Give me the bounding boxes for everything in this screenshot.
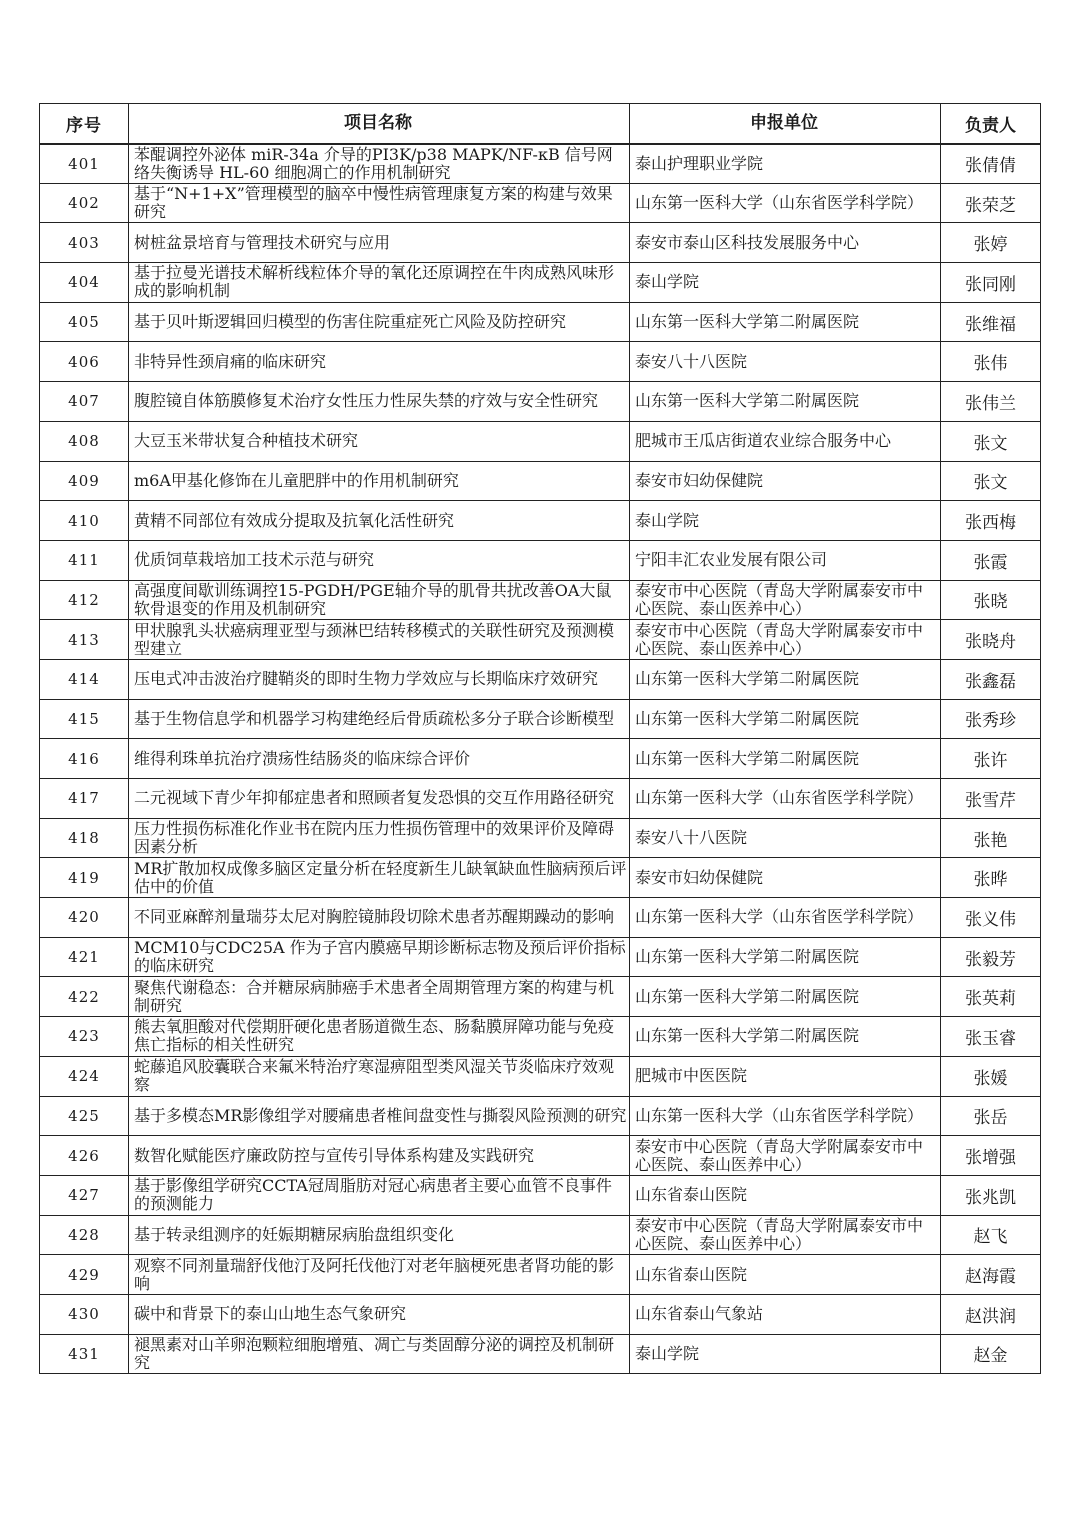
project-name: 非特异性颈肩痛的临床研究 bbox=[134, 352, 327, 371]
project-name: 基于拉曼光谱技术解析线粒体介导的氧化还原调控在牛肉成熟风味形成的影响机制 bbox=[134, 264, 615, 301]
table-row bbox=[40, 540, 1041, 580]
row-number: 429 bbox=[40, 1255, 129, 1295]
header-leader: 负责人 bbox=[941, 104, 1041, 144]
applicant-unit: 山东第一医科大学（山东省医学科学院） bbox=[635, 194, 924, 213]
table-row bbox=[40, 421, 1041, 461]
applicant-unit-cell bbox=[630, 1056, 941, 1096]
project-name: 聚焦代谢稳态：合并糖尿病肺癌手术患者全周期管理方案的构建与机制研究 bbox=[134, 978, 615, 1015]
project-name-cell bbox=[129, 818, 630, 858]
project-leader: 张西梅 bbox=[941, 501, 1041, 541]
table-row bbox=[40, 1096, 1041, 1136]
row-number: 427 bbox=[40, 1175, 129, 1215]
applicant-unit-cell bbox=[630, 1255, 941, 1295]
applicant-unit: 泰安市中心医院（青岛大学附属泰安市中心医院、泰山医养中心） bbox=[635, 621, 924, 658]
project-name-cell bbox=[129, 779, 630, 819]
project-name-cell bbox=[129, 342, 630, 382]
table-row bbox=[40, 144, 1041, 184]
project-leader: 张媛 bbox=[941, 1056, 1041, 1096]
project-name: 压力性损伤标准化作业书在院内压力性损伤管理中的效果评价及障碍因素分析 bbox=[134, 820, 615, 857]
applicant-unit-cell bbox=[630, 1096, 941, 1136]
project-leader: 张艳 bbox=[941, 818, 1041, 858]
project-name: 蛇藤追风胶囊联合来氟米特治疗寒湿痹阻型类风湿关节炎临床疗效观察 bbox=[134, 1058, 615, 1095]
applicant-unit: 宁阳丰汇农业发展有限公司 bbox=[635, 551, 828, 570]
project-name-cell bbox=[129, 421, 630, 461]
project-name: 褪黑素对山羊卵泡颗粒细胞增殖、凋亡与类固醇分泌的调控及机制研究 bbox=[134, 1335, 615, 1372]
applicant-unit: 泰安市中心医院（青岛大学附属泰安市中心医院、泰山医养中心） bbox=[635, 1137, 924, 1174]
table-row bbox=[40, 1136, 1041, 1176]
row-number: 413 bbox=[40, 620, 129, 660]
row-number: 408 bbox=[40, 421, 129, 461]
row-number: 414 bbox=[40, 659, 129, 699]
project-name: 基于影像组学研究CCTA冠周脂肪对冠心病患者主要心血管不良事件的预测能力 bbox=[134, 1177, 612, 1214]
applicant-unit-cell bbox=[630, 858, 941, 898]
applicant-unit-cell bbox=[630, 501, 941, 541]
project-name: 基于多模态MR影像组学对腰痛患者椎间盘变性与撕裂风险预测的研究 bbox=[134, 1106, 627, 1125]
project-name-cell bbox=[129, 223, 630, 263]
project-name: 甲状腺乳头状癌病理亚型与颈淋巴结转移模式的关联性研究及预测模型建立 bbox=[134, 621, 615, 658]
applicant-unit: 山东第一医科大学第二附属医院 bbox=[635, 948, 860, 967]
project-leader: 张许 bbox=[941, 739, 1041, 779]
applicant-unit: 山东第一医科大学第二附属医院 bbox=[635, 313, 860, 332]
row-number: 410 bbox=[40, 501, 129, 541]
row-number: 420 bbox=[40, 898, 129, 938]
table-row bbox=[40, 223, 1041, 263]
table-row bbox=[40, 580, 1041, 620]
project-leader: 张英莉 bbox=[941, 977, 1041, 1017]
project-name: MR扩散加权成像多脑区定量分析在轻度新生儿缺氧缺血性脑病预后评估中的价值 bbox=[134, 859, 627, 896]
table-row bbox=[40, 382, 1041, 422]
project-leader: 张荣芝 bbox=[941, 183, 1041, 223]
applicant-unit-cell bbox=[630, 580, 941, 620]
project-name: 树桩盆景培育与管理技术研究与应用 bbox=[134, 233, 391, 252]
applicant-unit: 山东省泰山气象站 bbox=[635, 1305, 764, 1324]
table-row bbox=[40, 898, 1041, 938]
table-row bbox=[40, 739, 1041, 779]
applicant-unit: 泰安八十八医院 bbox=[635, 829, 748, 848]
project-name: 黄精不同部位有效成分提取及抗氧化活性研究 bbox=[134, 511, 455, 530]
project-name: 高强度间歇训练调控15-PGDH/PGE轴介导的肌骨共扰改善OA大鼠软骨退变的作用及机制研究 bbox=[134, 581, 612, 618]
table-row bbox=[40, 858, 1041, 898]
applicant-unit: 泰安市妇幼保健院 bbox=[635, 471, 764, 490]
applicant-unit: 泰山学院 bbox=[635, 1344, 700, 1363]
applicant-unit-cell bbox=[630, 1334, 941, 1374]
project-leader: 赵洪润 bbox=[941, 1294, 1041, 1334]
row-number: 426 bbox=[40, 1136, 129, 1176]
project-leader: 张秀珍 bbox=[941, 699, 1041, 739]
row-number: 425 bbox=[40, 1096, 129, 1136]
project-name-cell bbox=[129, 1334, 630, 1374]
project-leader: 张霞 bbox=[941, 540, 1041, 580]
row-number: 405 bbox=[40, 302, 129, 342]
project-leader: 张伟兰 bbox=[941, 382, 1041, 422]
project-name-cell bbox=[129, 144, 630, 184]
project-name-cell bbox=[129, 620, 630, 660]
project-name: 大豆玉米带状复合种植技术研究 bbox=[134, 432, 359, 451]
project-leader: 张岳 bbox=[941, 1096, 1041, 1136]
row-number: 419 bbox=[40, 858, 129, 898]
row-number: 424 bbox=[40, 1056, 129, 1096]
applicant-unit: 山东第一医科大学第二附属医院 bbox=[635, 1027, 860, 1046]
project-name-cell bbox=[129, 1294, 630, 1334]
applicant-unit-cell bbox=[630, 699, 941, 739]
project-name-cell bbox=[129, 1017, 630, 1057]
project-name: MCM10与CDC25A 作为子宫内膜癌早期诊断标志物及预后评价指标的临床研究 bbox=[134, 939, 626, 976]
applicant-unit-cell bbox=[630, 263, 941, 303]
applicant-unit: 山东第一医科大学第二附属医院 bbox=[635, 749, 860, 768]
table-row bbox=[40, 620, 1041, 660]
applicant-unit: 山东第一医科大学第二附属医院 bbox=[635, 987, 860, 1006]
applicant-unit: 肥城市王瓜店街道农业综合服务中心 bbox=[635, 432, 892, 451]
applicant-unit-cell bbox=[630, 540, 941, 580]
project-leader: 张婷 bbox=[941, 223, 1041, 263]
table-row bbox=[40, 302, 1041, 342]
applicant-unit: 泰安市中心医院（青岛大学附属泰安市中心医院、泰山医养中心） bbox=[635, 581, 924, 618]
row-number: 403 bbox=[40, 223, 129, 263]
project-name: 苯醌调控外泌体 miR-34a 介导的PI3K/p38 MAPK/NF-κB 信号网络失衡诱导 HL-60 细胞凋亡的作用机制研究 bbox=[134, 145, 613, 182]
table-row bbox=[40, 937, 1041, 977]
table-row bbox=[40, 461, 1041, 501]
header-no: 序号 bbox=[40, 104, 129, 144]
row-number: 423 bbox=[40, 1017, 129, 1057]
project-name-cell bbox=[129, 937, 630, 977]
applicant-unit-cell bbox=[630, 779, 941, 819]
project-name-cell bbox=[129, 1215, 630, 1255]
project-leader: 张晓 bbox=[941, 580, 1041, 620]
project-name-cell bbox=[129, 898, 630, 938]
applicant-unit: 泰山学院 bbox=[635, 511, 700, 530]
applicant-unit-cell bbox=[630, 1215, 941, 1255]
applicant-unit: 泰山学院 bbox=[635, 273, 700, 292]
project-leader: 张玉睿 bbox=[941, 1017, 1041, 1057]
project-name: 腹腔镜自体筋膜修复术治疗女性压力性尿失禁的疗效与安全性研究 bbox=[134, 392, 599, 411]
applicant-unit: 泰安市泰山区科技发展服务中心 bbox=[635, 233, 860, 252]
project-name-cell bbox=[129, 540, 630, 580]
applicant-unit: 山东省泰山医院 bbox=[635, 1186, 748, 1205]
row-number: 404 bbox=[40, 263, 129, 303]
project-name: 维得利珠单抗治疗溃疡性结肠炎的临床综合评价 bbox=[134, 749, 471, 768]
table-body bbox=[40, 144, 1041, 1374]
table-row bbox=[40, 1255, 1041, 1295]
table-header-row bbox=[40, 104, 1041, 144]
row-number: 406 bbox=[40, 342, 129, 382]
applicant-unit-cell bbox=[630, 1294, 941, 1334]
project-leader: 张倩倩 bbox=[941, 144, 1041, 184]
project-name-cell bbox=[129, 183, 630, 223]
table-row bbox=[40, 818, 1041, 858]
project-leader: 张伟 bbox=[941, 342, 1041, 382]
applicant-unit: 山东第一医科大学（山东省医学科学院） bbox=[635, 908, 924, 927]
table-row bbox=[40, 699, 1041, 739]
project-name-cell bbox=[129, 501, 630, 541]
project-name-cell bbox=[129, 263, 630, 303]
project-name: 基于生物信息学和机器学习构建绝经后骨质疏松多分子联合诊断模型 bbox=[134, 709, 615, 728]
project-name-cell bbox=[129, 858, 630, 898]
row-number: 430 bbox=[40, 1294, 129, 1334]
applicant-unit-cell bbox=[630, 1017, 941, 1057]
applicant-unit-cell bbox=[630, 183, 941, 223]
row-number: 412 bbox=[40, 580, 129, 620]
row-number: 411 bbox=[40, 540, 129, 580]
applicant-unit: 泰安八十八医院 bbox=[635, 352, 748, 371]
project-leader: 张晔 bbox=[941, 858, 1041, 898]
project-leader: 张鑫磊 bbox=[941, 659, 1041, 699]
row-number: 417 bbox=[40, 779, 129, 819]
project-leader: 张文 bbox=[941, 421, 1041, 461]
project-name-cell bbox=[129, 1136, 630, 1176]
applicant-unit-cell bbox=[630, 421, 941, 461]
applicant-unit-cell bbox=[630, 937, 941, 977]
table-row bbox=[40, 977, 1041, 1017]
project-name-cell bbox=[129, 1096, 630, 1136]
row-number: 431 bbox=[40, 1334, 129, 1374]
applicant-unit-cell bbox=[630, 1136, 941, 1176]
table-row bbox=[40, 501, 1041, 541]
project-name: 数智化赋能医疗廉政防控与宣传引导体系构建及实践研究 bbox=[134, 1146, 535, 1165]
project-leader: 赵海霞 bbox=[941, 1255, 1041, 1295]
applicant-unit-cell bbox=[630, 223, 941, 263]
header-project-name: 项目名称 bbox=[129, 104, 630, 144]
project-table bbox=[39, 103, 1041, 1374]
applicant-unit-cell bbox=[630, 342, 941, 382]
project-leader: 张增强 bbox=[941, 1136, 1041, 1176]
applicant-unit: 肥城市中医医院 bbox=[635, 1067, 748, 1086]
project-leader: 张晓舟 bbox=[941, 620, 1041, 660]
applicant-unit-cell bbox=[630, 659, 941, 699]
row-number: 428 bbox=[40, 1215, 129, 1255]
applicant-unit-cell bbox=[630, 144, 941, 184]
project-name: 基于贝叶斯逻辑回归模型的伤害住院重症死亡风险及防控研究 bbox=[134, 313, 567, 332]
row-number: 401 bbox=[40, 144, 129, 184]
applicant-unit-cell bbox=[630, 898, 941, 938]
row-number: 422 bbox=[40, 977, 129, 1017]
project-name-cell bbox=[129, 382, 630, 422]
applicant-unit-cell bbox=[630, 620, 941, 660]
table-row bbox=[40, 1056, 1041, 1096]
project-name-cell bbox=[129, 580, 630, 620]
table-row bbox=[40, 779, 1041, 819]
applicant-unit: 山东第一医科大学第二附属医院 bbox=[635, 392, 860, 411]
project-leader: 张文 bbox=[941, 461, 1041, 501]
row-number: 415 bbox=[40, 699, 129, 739]
project-name-cell bbox=[129, 699, 630, 739]
project-name: 优质饲草栽培加工技术示范与研究 bbox=[134, 551, 375, 570]
table-row bbox=[40, 1017, 1041, 1057]
project-name: 碳中和背景下的泰山山地生态气象研究 bbox=[134, 1305, 407, 1324]
row-number: 409 bbox=[40, 461, 129, 501]
row-number: 421 bbox=[40, 937, 129, 977]
project-name-cell bbox=[129, 1255, 630, 1295]
project-name: 基于“N+1+X”管理模型的脑卒中慢性病管理康复方案的构建与效果研究 bbox=[134, 185, 613, 222]
applicant-unit-cell bbox=[630, 1175, 941, 1215]
project-leader: 张维福 bbox=[941, 302, 1041, 342]
row-number: 407 bbox=[40, 382, 129, 422]
table-row bbox=[40, 1215, 1041, 1255]
project-leader: 赵金 bbox=[941, 1334, 1041, 1374]
applicant-unit: 山东第一医科大学第二附属医院 bbox=[635, 709, 860, 728]
project-leader: 张兆凯 bbox=[941, 1175, 1041, 1215]
applicant-unit: 山东省泰山医院 bbox=[635, 1265, 748, 1284]
row-number: 402 bbox=[40, 183, 129, 223]
row-number: 418 bbox=[40, 818, 129, 858]
project-leader: 赵飞 bbox=[941, 1215, 1041, 1255]
project-name-cell bbox=[129, 1056, 630, 1096]
table-row bbox=[40, 183, 1041, 223]
table-row bbox=[40, 263, 1041, 303]
applicant-unit: 泰安市妇幼保健院 bbox=[635, 868, 764, 887]
project-leader: 张毅芳 bbox=[941, 937, 1041, 977]
project-name: 观察不同剂量瑞舒伐他汀及阿托伐他汀对老年脑梗死患者肾功能的影响 bbox=[134, 1256, 615, 1293]
row-number: 416 bbox=[40, 739, 129, 779]
table-row bbox=[40, 342, 1041, 382]
project-leader: 张同刚 bbox=[941, 263, 1041, 303]
project-name-cell bbox=[129, 1175, 630, 1215]
applicant-unit: 泰安市中心医院（青岛大学附属泰安市中心医院、泰山医养中心） bbox=[635, 1216, 924, 1253]
project-name: 基于转录组测序的妊娠期糖尿病胎盘组织变化 bbox=[134, 1225, 455, 1244]
project-name-cell bbox=[129, 739, 630, 779]
header-unit: 申报单位 bbox=[630, 104, 941, 144]
table-row bbox=[40, 1334, 1041, 1374]
applicant-unit-cell bbox=[630, 739, 941, 779]
project-name-cell bbox=[129, 302, 630, 342]
applicant-unit-cell bbox=[630, 382, 941, 422]
project-name-cell bbox=[129, 977, 630, 1017]
applicant-unit: 泰山护理职业学院 bbox=[635, 154, 764, 173]
applicant-unit: 山东第一医科大学（山东省医学科学院） bbox=[635, 1106, 924, 1125]
project-name-cell bbox=[129, 659, 630, 699]
applicant-unit: 山东第一医科大学（山东省医学科学院） bbox=[635, 789, 924, 808]
applicant-unit-cell bbox=[630, 977, 941, 1017]
project-name: 压电式冲击波治疗腱鞘炎的即时生物力学效应与长期临床疗效研究 bbox=[134, 670, 599, 689]
applicant-unit-cell bbox=[630, 302, 941, 342]
project-name-cell bbox=[129, 461, 630, 501]
project-name: 不同亚麻醉剂量瑞芬太尼对胸腔镜肺段切除术患者苏醒期躁动的影响 bbox=[134, 908, 615, 927]
applicant-unit: 山东第一医科大学第二附属医院 bbox=[635, 670, 860, 689]
project-name: 二元视域下青少年抑郁症患者和照顾者复发恐惧的交互作用路径研究 bbox=[134, 789, 615, 808]
applicant-unit-cell bbox=[630, 461, 941, 501]
project-leader: 张雪芹 bbox=[941, 779, 1041, 819]
table-row bbox=[40, 659, 1041, 699]
table-row bbox=[40, 1175, 1041, 1215]
project-name: 熊去氧胆酸对代偿期肝硬化患者肠道微生态、肠黏膜屏障功能与免疫焦亡指标的相关性研究 bbox=[134, 1018, 615, 1055]
applicant-unit-cell bbox=[630, 818, 941, 858]
table-row bbox=[40, 1294, 1041, 1334]
project-leader: 张义伟 bbox=[941, 898, 1041, 938]
project-name: m6A甲基化修饰在儿童肥胖中的作用机制研究 bbox=[134, 471, 459, 490]
